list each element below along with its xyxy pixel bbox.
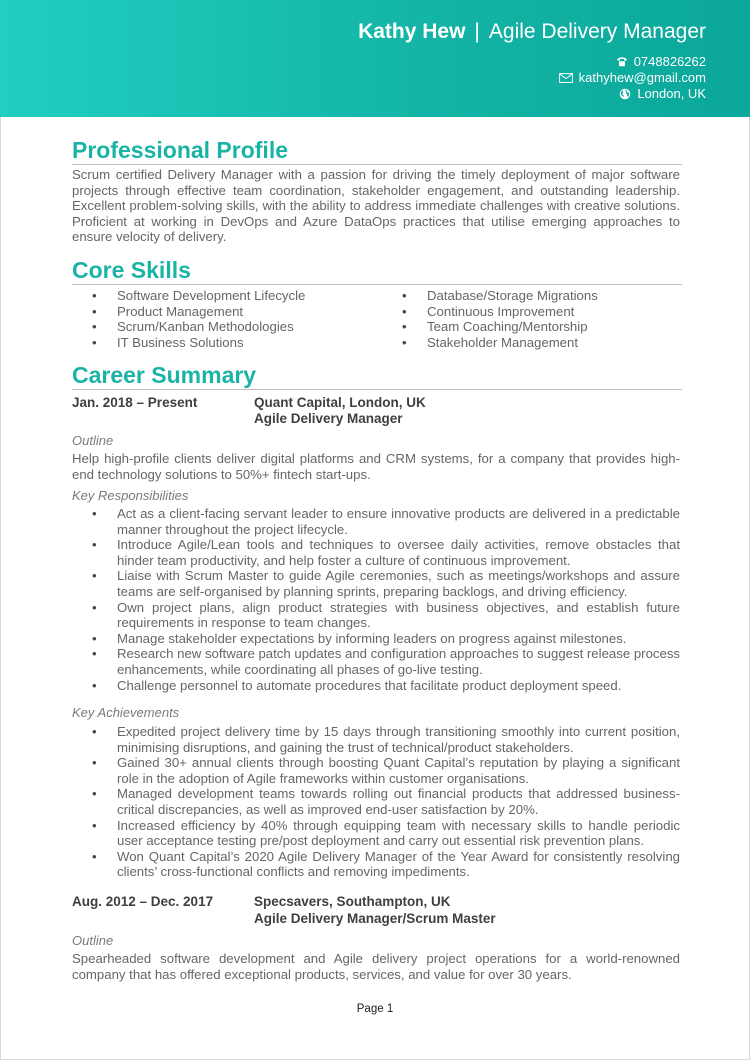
list-item: • Increased efficiency by 40% through equipping team with necessary skills to handle periodic user acceptance testing pre/post deployment and carry out essential risk prevention plans. — [92, 818, 680, 849]
email-address[interactable]: kathyhew@gmail.com — [578, 70, 706, 85]
list-item: • Stakeholder Management — [402, 335, 598, 351]
job-position: Agile Delivery Manager — [254, 411, 403, 426]
profile-text: Scrum certified Delivery Manager with a passion for driving the timely deployment of major software projects through effective team coordination, stakeholder engagement, and outstanding leadership. Excellent problem-solving skills, with the ability to address immediate challenges with creative solutions. Proficient at working in DevOps and Azure DataOps practices that utilise emerging approaches to ensure velocity of delivery. — [72, 167, 680, 245]
job-dates: Jan. 2018 – Present — [72, 395, 198, 410]
globe-icon — [619, 88, 631, 100]
list-item: • IT Business Solutions — [92, 335, 305, 351]
job-outline: Spearheaded software development and Agile delivery project operations for a world-renowned company that has offered exceptional products, services, and value for over 30 years. — [72, 951, 680, 982]
list-item: • Won Quant Capital’s 2020 Agile Delivery Manager of the Year Award for consistently resolving clients’ cross-functional conflicts and removing impediments. — [92, 849, 680, 880]
skills-left-list — [92, 288, 305, 350]
job-dates: Aug. 2012 – Dec. 2017 — [72, 894, 214, 909]
list-item: • Act as a client-facing servant leader to ensure innovative products are delivered in a predictable manner throughout the project lifecycle. — [92, 506, 680, 537]
achievements-label: Key Achievements — [72, 705, 180, 720]
list-item: • Research new software patch updates and configuration approaches to suggest release process enhancements, while coordinating all phases of go-live testing. — [92, 646, 680, 677]
list-item: • Scrum/Kanban Methodologies — [92, 319, 305, 335]
list-item: • Managed development teams towards rolling out financial products that addressed business-critical discrepancies, as well as improved end-user satisfaction by 20%. — [92, 786, 680, 817]
list-item: • Introduce Agile/Lean tools and techniques to oversee daily activities, remove obstacles that hinder team productivity, and help foster a culture of continuous improvement. — [92, 537, 680, 568]
header-banner — [0, 0, 750, 117]
career-heading: Career Summary — [72, 362, 257, 388]
contact-location — [619, 86, 706, 101]
list-item: • Continuous Improvement — [402, 304, 598, 320]
page-number: Page 1 — [356, 1003, 394, 1015]
list-item: • Own project plans, align product strategies with business objectives, and establish future requirements in response to team changes. — [92, 600, 680, 631]
phone-icon — [616, 56, 628, 67]
profile-heading: Professional Profile — [72, 137, 289, 163]
skills-heading: Core Skills — [72, 257, 191, 283]
list-item: • Liaise with Scrum Master to guide Agile ceremonies, such as meetings/workshops and assure teams are self-organised by planning sprints, preparing backlogs, and driving efficiency. — [92, 568, 680, 599]
candidate-name: Kathy Hew — [358, 20, 466, 43]
responsibilities-label: Key Responsibilities — [72, 488, 189, 503]
title-separator: | — [474, 20, 480, 43]
job-position: Agile Delivery Manager/Scrum Master — [254, 911, 496, 926]
outline-label: Outline — [72, 433, 114, 448]
phone-number[interactable]: 0748826262 — [633, 54, 706, 69]
contact-phone — [616, 54, 706, 69]
skills-right-list — [402, 288, 598, 350]
outline-label: Outline — [72, 933, 114, 948]
list-item: • Database/Storage Migrations — [402, 288, 598, 304]
responsibilities-list — [92, 506, 680, 693]
list-item: • Expedited project delivery time by 15 days through transitioning smoothly into current position, minimising disruptions, and gaining the trust of technical/product stakeholders. — [92, 724, 680, 755]
achievements-list — [92, 724, 680, 880]
list-item: • Gained 30+ annual clients through boosting Quant Capital’s reputation by playing a significant role in the adoption of Agile frameworks within customer organisations. — [92, 755, 680, 786]
job-company: Specsavers, Southampton, UK — [254, 894, 451, 909]
profile-divider — [72, 164, 682, 165]
career-divider — [72, 389, 682, 390]
list-item: • Team Coaching/Mentorship — [402, 319, 598, 335]
list-item: • Product Management — [92, 304, 305, 320]
list-item: • Software Development Lifecycle — [92, 288, 305, 304]
location-text: London, UK — [637, 86, 706, 101]
contact-email — [559, 70, 706, 85]
candidate-role: Agile Delivery Manager — [488, 20, 706, 43]
list-item: • Challenge personnel to automate procedures that facilitate product deployment speed. — [92, 678, 680, 694]
list-item: • Manage stakeholder expectations by informing leaders on progress against milestones. — [92, 631, 680, 647]
job-outline: Help high-profile clients deliver digital platforms and CRM systems, for a company that provides high-end technology solutions to 50%+ fintech start-ups. — [72, 451, 680, 482]
envelope-icon — [559, 73, 573, 83]
job-company: Quant Capital, London, UK — [254, 395, 426, 410]
skills-divider — [72, 284, 682, 285]
header-title — [358, 20, 706, 44]
